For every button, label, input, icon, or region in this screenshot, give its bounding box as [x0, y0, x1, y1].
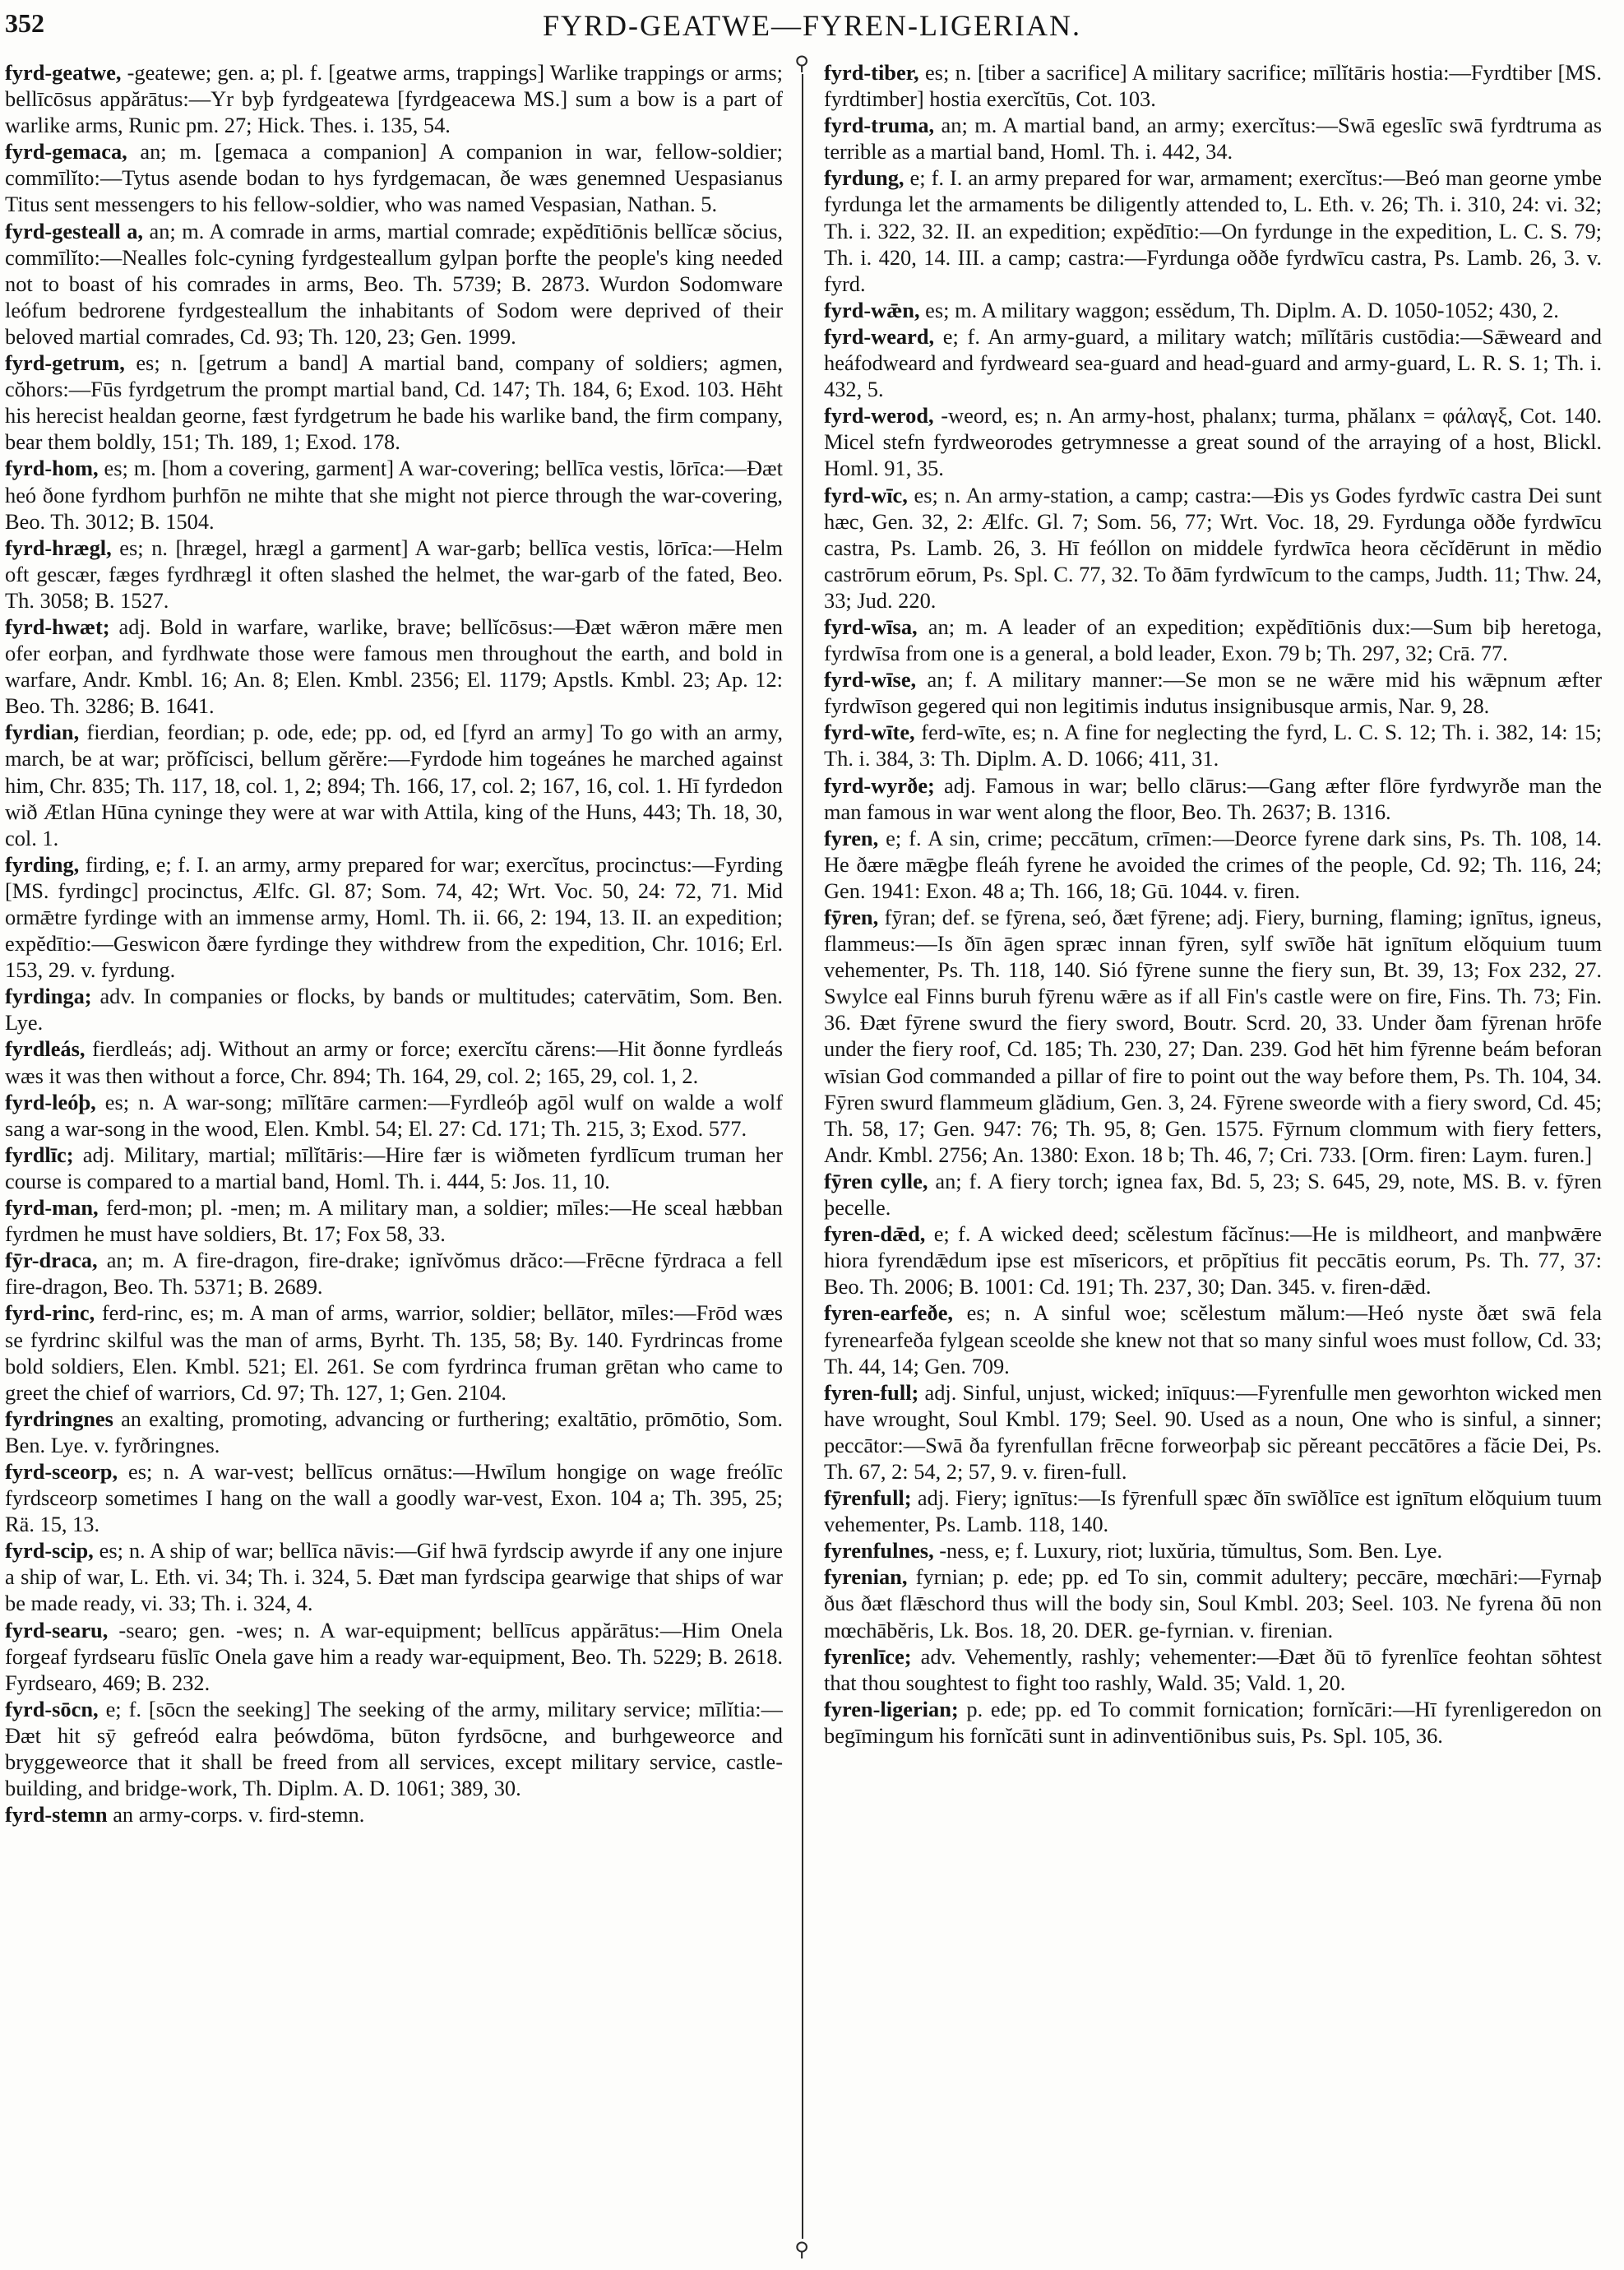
- headword: fyrd-stemn: [5, 1802, 108, 1828]
- dictionary-entry: [5, 1406, 783, 1458]
- headword: fyrenfulnes,: [824, 1538, 934, 1564]
- headword: fyrd-hrægl,: [5, 535, 112, 560]
- dictionary-entry: [824, 614, 1602, 666]
- entry-definition: es; n. [getrum a band] A martial band, company of soldiers; agmen, cŏhors:—Fūs fyrdgetrum the prompt martial band, Cd. 147; Th. 184, 6; Exod. 103. Hēht his herecist healdan georne, fæst fyrdgetrum he bade his warlike band, the firm company, bear them boldly, 151; Th. 189, 1; Exod. 178.: [5, 350, 783, 455]
- headword: fyrd-gesteall a,: [5, 218, 143, 243]
- dictionary-entry: [5, 1089, 783, 1142]
- headword: fyrd-rinc,: [5, 1300, 95, 1326]
- entry-definition: an exalting, promoting, advancing or furthering; exaltātio, prōmōtio, Som. Ben. Lye. v. fyrðringnes.: [5, 1406, 783, 1457]
- dictionary-entry: [824, 1564, 1602, 1642]
- entry-definition: firding, e; f. I. an army, army prepared for war; exercĭtus, procinctus:—Fyrding [MS. fyrdingc] procinctus, Ælfc. Gl. 87; Som. 74, 42; Wrt. Voc. 50, 24: 72, 71. Mid ormǣtre fyrdinge with an immense army, Homl. Th. ii. 66, 2: 194, 13. II. an expedition; expĕdītio:—Geswicon ðære fyrdinge they withdrew from the expedition, Chr. 1016; Erl. 153, 29. v. fyrdung.: [5, 851, 783, 983]
- entry-definition: an; m. A leader of an expedition; expĕdītiōnis dux:—Sum biþ heretoga, fyrdwīsa from one is a general, a bold leader, Exon. 79 b; Th. 297, 32; Crā. 77.: [824, 614, 1602, 666]
- dictionary-entry: [5, 455, 783, 534]
- headword: fyrd-geatwe,: [5, 60, 122, 85]
- entry-definition: -ness, e; f. Luxury, riot; luxŭria, tŭmultus, Som. Ben. Lye.: [933, 1538, 1443, 1564]
- dictionary-entry: [824, 666, 1602, 719]
- entry-definition: es; m. A military waggon; essĕdum, Th. Diplm. A. D. 1050-1052; 430, 2.: [919, 297, 1559, 322]
- left-column: [5, 59, 783, 2255]
- headword: fyrd-hwæt;: [5, 614, 110, 639]
- dictionary-entry: [5, 851, 783, 983]
- entry-definition: an; m. A martial band, an army; exercĭtus:—Swā egeslīc swā fyrdtruma as terrible as a martial band, Homl. Th. i. 442, 34.: [824, 113, 1602, 164]
- dictionary-entry: [824, 402, 1602, 481]
- dictionary-entry: [5, 218, 783, 350]
- divider-bottom-ornament-icon: ⚲: [791, 2239, 812, 2260]
- page-header: [0, 0, 1624, 49]
- entry-definition: es; n. A war-vest; bellīcus ornātus:—Hwīlum hongige on wage freólīc fyrdsceorp sometimes I hang on the wall a goodly war-vest, Exon. 104 a; Th. 395, 25; Rä. 15, 13.: [5, 1458, 783, 1537]
- entry-definition: adj. Fiery; ignītus:—Is fȳrenfull spæc ðīn swīðlīce est ignītum elŏquium tuum vehementer, Ps. Lamb. 118, 140.: [824, 1485, 1602, 1537]
- entry-definition: e; f. A wicked deed; scĕlestum făcĭnus:—He is mildheort, and manþwǣre hiora fyrendǣdum ipse est mīsericors, et prōpĭtius fit peccātis eorum, Ps. Th. 77, 37: Beo. Th. 2006; B. 1001: Cd. 191; Th. 237, 30; Dan. 345. v. firen-dǣd.: [824, 1221, 1602, 1299]
- entry-definition: ferd-rinc, es; m. A man of arms, warrior, soldier; bellātor, mīles:—Frōd wæs se fyrdrinc skilful was the man of arms, Byrht. Th. 135, 58; By. 140. Fyrdrincas frome bold soldiers, Elen. Kmbl. 521; El. 261. Se com fyrdrinca fruman grētan who came to greet the chief of warriors, Cd. 97; Th. 127, 1; Gen. 2104.: [5, 1300, 783, 1405]
- divider-top-ornament-icon: ⚲: [791, 53, 812, 74]
- dictionary-entry: [5, 1299, 783, 1405]
- headword: fyren-full;: [824, 1379, 919, 1405]
- entry-definition: adj. Sinful, unjust, wicked; inīquus:—Fyrenfulle men geworhton wicked men have wrought, Soul Kmbl. 179; Seel. 90. Used as a noun, One who is sinful, a sinner; peccātor:—Swā ða fyrenfullan frēcne forweorþaþ sic pĕreant peccātōres a făcie Dei, Ps. Th. 67, 2: 54, 2; 57, 9. v. firen-full.: [824, 1379, 1602, 1484]
- dictionary-entry: [5, 1194, 783, 1247]
- headword: fyrd-sōcn,: [5, 1696, 99, 1721]
- entry-definition: fȳran; def. se fȳrena, seó, ðæt fȳrene; adj. Fiery, burning, flaming; ignītus, igneus, flammeus:—Is ðīn āgen spræc innan fȳren, sylf swīðe hāt ignītum elŏquium tuum vehementer, Ps. Th. 118, 140. Sió fȳrene sunne the fiery sun, Bt. 39, 13; Fox 232, 27. Swylce eal Finns buruh fȳrenu wǣre as if all Fin's castle were on fire, Fins. Th. 73; Fin. 36. Ðæt fȳrene swurd the fiery sword, Boutr. Scrd. 20, 33. Under ðam fȳrenan hrōfe under the fiery roof, Cd. 185; Th. 230, 27; Dan. 239. God hēt him fȳrenne beám beforan wīsian God commanded a pillar of fire to point out the way before them, Ps. Th. 104, 34. Fȳren swurd flammeum glădium, Gen. 3, 24. Fȳrene sweorde with a fiery sword, Cd. 45; Th. 58, 17; Gen. 947: 76; Th. 95, 8; Gen. 1575. Fȳrnum clommum with fiery fetters, Andr. Kmbl. 2756; An. 1380: Exon. 18 b; Th. 46, 7; Cri. 733. [Orm. firen: Laym. furen.]: [824, 905, 1602, 1167]
- dictionary-entry: [5, 1801, 783, 1828]
- entry-definition: es; m. [hom a covering, garment] A war-covering; bellīca vestis, lōrīca:—Ðæt heó ðone fyrdhom þurhfōn ne mihte that she might not pierce through the war-covering, Beo. Th. 3012; B. 1504.: [5, 456, 783, 534]
- dictionary-entry: [5, 1458, 783, 1537]
- entry-definition: es; n. A war-song; mīlĭtāre carmen:—Fyrdleóþ agōl wulf on walde a wolf sang a war-song in the wood, Elen. Kmbl. 54; El. 27: Cd. 171; Th. 215, 3; Exod. 577.: [5, 1089, 783, 1141]
- right-column: [824, 59, 1602, 2255]
- dictionary-entry: [5, 350, 783, 455]
- headword: fyrd-tiber,: [824, 60, 919, 85]
- entry-definition: -geatewe; gen. a; pl. f. [geatwe arms, trappings] Warlike trappings or arms; bellīcōsus appărātus:—Yr byþ fyrdgeatewa [fyrdgeacewa MS.] sum a bow is a part of warlike arms, Runic pm. 27; Hick. Thes. i. 135, 54.: [5, 60, 783, 138]
- dictionary-entry: [824, 904, 1602, 1168]
- headword: fȳrenfull;: [824, 1485, 912, 1511]
- headword: fyren,: [824, 825, 879, 850]
- entry-definition: e; f. An army-guard, a military watch; mīlĭtāris custōdia:—Sǣweard and heáfodweard and fyrdweard sea-guard and head-guard and army-guard, L. R. S. 1; Th. i. 432, 5.: [824, 323, 1602, 402]
- dictionary-entry: [824, 1696, 1602, 1749]
- dictionary-entry: [5, 1537, 783, 1616]
- entry-definition: fierdian, feordian; p. ode, ede; pp. od, ed [fyrd an army] To go with an army, march, be at war; prŏfĭcisci, bellum gĕrĕre:—Fyrdode him togeánes he marched against him, Chr. 835; Th. 117, 18, col. 1, 2; 894; Th. 166, 17, col. 2; 167, 16, col. 1. Hī fyrdedon wið Ætlan Hūna cyninge they were at war with Attila, king of the Huns, 443; Th. 18, 30, col. 1.: [5, 720, 783, 850]
- headword: fyrding,: [5, 851, 80, 877]
- headword: fyrd-weard,: [824, 323, 935, 349]
- headword: fȳren cylle,: [824, 1168, 928, 1193]
- entry-definition: adj. Military, martial; mīlĭtāris:—Hire fær is wiðmeten fyrdlīcum truman her course is compared to a martial band, Homl. Th. i. 444, 5: Jos. 11, 10.: [5, 1142, 783, 1193]
- headword: fyrd-sceorp,: [5, 1458, 118, 1484]
- headword: fyren-earfeðe,: [824, 1300, 954, 1326]
- dictionary-entry: [824, 323, 1602, 402]
- dictionary-entry: [5, 535, 783, 614]
- dictionary-entry: [824, 297, 1602, 323]
- entry-definition: -weord, es; n. An army-host, phalanx; turma, phălanx = φάλαγξ, Cot. 140. Micel stefn fyrdweorodes getrymnesse a great sound of the arraying of a host, Blickl. Homl. 91, 35.: [824, 403, 1602, 481]
- headword: fyrd-wīsa,: [824, 614, 918, 639]
- headword: fyrd-werod,: [824, 403, 934, 429]
- entry-definition: an army-corps. v. fird-stemn.: [107, 1802, 365, 1828]
- dictionary-entry: [824, 772, 1602, 825]
- dictionary-entry: [5, 614, 783, 719]
- headword: fyrdringnes: [5, 1406, 113, 1431]
- headword: fyrenlīce;: [824, 1643, 912, 1669]
- entry-definition: e; f. I. an army prepared for war, armament; exercĭtus:—Beó man georne ymbe fyrdunga let the armaments be diligently attended to, L. Eth. v. 26; Th. i. 310, 24: vi. 32; Th. i. 322, 32. II. an expedition; expĕdītio:—On fyrdunge in the expedition, L. C. S. 79; Th. i. 420, 14. III. a camp; castra:—Fyrdunga oððe fyrdwīcu castra, Ps. Lamb. 26, 3. v. fyrd.: [824, 165, 1602, 296]
- entry-definition: -searo; gen. -wes; n. A war-equipment; bellīcus appărātus:—Him Onela forgeaf fyrdsearu fūslīc Onela gave him a ready war-equipment, Beo. Th. 5229; B. 2618. Fyrdsearo, 469; B. 232.: [5, 1617, 783, 1695]
- dictionary-entry: [5, 1142, 783, 1194]
- entry-definition: adj. Famous in war; bello clārus:—Gang æfter flōre fyrdwyrðe man the man famous in war went along the floor, Beo. Th. 2637; B. 1316.: [824, 772, 1602, 824]
- entry-definition: an; f. A military manner:—Se mon se ne wǣre mid his wǣpnum æfter fyrdwīson gegered qui non legitimis indutus insignibusque armis, Nar. 9, 28.: [824, 667, 1602, 719]
- headword: fyrd-scip,: [5, 1538, 94, 1564]
- dictionary-entry: [824, 719, 1602, 771]
- headword: fyrd-leóþ,: [5, 1089, 96, 1114]
- dictionary-entry: [824, 1537, 1602, 1564]
- headword: fyrd-wīte,: [824, 720, 915, 745]
- dictionary-entry: [5, 1696, 783, 1801]
- dictionary-entry: [5, 719, 783, 850]
- entry-definition: an; f. A fiery torch; ignea fax, Bd. 5, 23; S. 645, 29, note, MS. B. v. fȳren þecelle.: [824, 1168, 1602, 1221]
- headword: fyrd-searu,: [5, 1617, 109, 1642]
- dictionary-entry: [824, 1643, 1602, 1696]
- dictionary-entry: [824, 164, 1602, 296]
- entry-definition: e; f. [sōcn the seeking] The seeking of the army, military service; mīlĭtia:—Ðæt hit sȳ gefreód ealra þeówdōma, būton fyrdsōcne, and burhgeweorce and bryggeweorce that it shall be freed from all services, except military service, castle-building, and bridge-work, Th. Diplm. A. D. 1061; 389, 30.: [5, 1696, 783, 1801]
- headword: fyrd-truma,: [824, 113, 935, 138]
- running-head: FYRD-GEATWE—FYREN-LIGERIAN.: [543, 9, 1081, 42]
- entry-definition: es; n. A sinful woe; scĕlestum mălum:—Heó nyste ðæt swā fela fyrenearfeða fylgean sceolde she knew not that so many sinful woes must follow, Cd. 33; Th. 44, 14; Gen. 709.: [824, 1300, 1602, 1378]
- dictionary-entry: [5, 1247, 783, 1299]
- headword: fyrd-hom,: [5, 456, 99, 481]
- headword: fyrd-wīc,: [824, 482, 908, 507]
- dictionary-entry: [824, 482, 1602, 614]
- entry-definition: an; m. [gemaca a companion] A companion in war, fellow-soldier; commīlĭto:—Tytus asende bodan to hys fyrdgemacan, ðe wæs genemned Uespasianus Titus sent messengers to his fellow-soldier, who was named Vespasian, Nathan. 5.: [5, 139, 783, 217]
- entry-definition: adv. In companies or flocks, by bands or multitudes; catervātim, Som. Ben. Lye.: [5, 984, 783, 1035]
- headword: fyrd-man,: [5, 1195, 99, 1221]
- entry-definition: e; f. A sin, crime; peccātum, crīmen:—Deorce fyrene dark sins, Ps. Th. 108, 14. He ðære mǣgþe fleáh fyrene he avoided the crimes of the people, Cd. 92; Th. 116, 24; Gen. 1941: Exon. 48 a; Th. 166, 18; Gū. 1044. v. firen.: [824, 825, 1602, 903]
- entry-definition: ferd-mon; pl. -men; m. A military man, a soldier; mīles:—He sceal hæbban fyrdmen he must have soldiers, Bt. 17; Fox 58, 33.: [5, 1195, 783, 1247]
- headword: fyrd-wǣn,: [824, 297, 920, 322]
- dictionary-entry: [824, 1299, 1602, 1378]
- entry-definition: es; n. [hrægel, hrægl a garment] A war-garb; bellīca vestis, lōrīca:—Helm oft gescær, fæges fyrdhrægl it often slashed the helmet, the war-garb of the fated, Beo. Th. 3058; B. 1527.: [5, 535, 783, 613]
- headword: fyrd-gemaca,: [5, 139, 127, 164]
- headword: fyrd-getrum,: [5, 350, 125, 376]
- column-divider: [802, 59, 803, 2247]
- entry-definition: es; n. [tiber a sacrifice] A military sacrifice; mīlĭtāris hostia:—Fyrdtiber [MS. fyrdtimber] hostia exercĭtūs, Cot. 103.: [824, 60, 1602, 112]
- dictionary-entry: [5, 1035, 783, 1088]
- dictionary-entry: [824, 112, 1602, 164]
- entry-definition: adj. Bold in warfare, warlike, brave; bellĭcōsus:—Ðæt wǣron mǣre men ofer eorþan, and fyrdhwate those were famous men throughout the earth, and bold in warfare, Andr. Kmbl. 16; An. 8; Elen. Kmbl. 2356; El. 1179; Apstls. Kmbl. 23; Ap. 12: Beo. Th. 3286; B. 1641.: [5, 614, 783, 719]
- headword: fyrenian,: [824, 1564, 908, 1590]
- dictionary-entry: [824, 1485, 1602, 1537]
- headword: fȳr-draca,: [5, 1248, 98, 1273]
- page-number: 352: [5, 8, 44, 38]
- entry-definition: ferd-wīte, es; n. A fine for neglecting the fyrd, L. C. S. 12; Th. i. 382, 14: 15; Th. i. 384, 3: Th. Diplm. A. D. 1066; 411, 31.: [824, 720, 1602, 771]
- dictionary-entry: [5, 138, 783, 217]
- entry-definition: fierdleás; adj. Without an army or force; exercĭtu cărens:—Hit ðonne fyrdleás wæs it was then without a force, Chr. 894; Th. 164, 29, col. 2; 165, 29, col. 1, 2.: [5, 1036, 783, 1088]
- entry-definition: es; n. An army-station, a camp; castra:—Ðis ys Godes fyrdwīc castra Dei sunt hæc, Gen. 32, 2: Ælfc. Gl. 7; Som. 56, 77; Wrt. Voc. 18, 29. Fyrdunga oððe fyrdwīcu castra, Ps. Lamb. 26, 3. Hī feóllon on middele fyrdwīca heora cĕcĭdērunt in mĕdio castrōrum eōrum, Ps. Spl. C. 77, 32. To ðām fyrdwīcum to the camps, Judth. 11; Thw. 24, 33; Jud. 220.: [824, 482, 1602, 613]
- headword: fyrdleás,: [5, 1036, 86, 1062]
- headword: fyrdung,: [824, 165, 905, 191]
- dictionary-entry: [5, 59, 783, 138]
- dictionary-entry: [5, 983, 783, 1035]
- dictionary-entry: [824, 1221, 1602, 1299]
- dictionary-entry: [5, 1617, 783, 1696]
- entry-definition: an; m. A fire-dragon, fire-drake; ignĭvŏmus drăco:—Frēcne fȳrdraca a fell fire-dragon, Beo. Th. 5371; B. 2689.: [5, 1248, 783, 1299]
- headword: fyrdian,: [5, 720, 80, 745]
- entry-definition: es; n. A ship of war; bellīca nāvis:—Gif hwā fyrdscip awyrde if any one injure a ship of war, L. Eth. vi. 34; Th. i. 324, 5. Ðæt man fyrdscipa gearwige that ships of war be made ready, vi. 33; Th. i. 324, 4.: [5, 1538, 783, 1616]
- headword: fȳren,: [824, 905, 879, 929]
- dictionary-entry: [824, 825, 1602, 904]
- headword: fyren-ligerian;: [824, 1696, 959, 1721]
- entry-definition: an; m. A comrade in arms, martial comrade; expĕdītiōnis bellĭcæ sŏcius, commīlĭto:—Nealles folc-cyning fyrdgesteallum gylpan þorfte the people's king needed not to boast of his comrades in arms, Beo. Th. 5739; B. 2873. Wurdon Sodomware leófum bedrorene fyrdgesteallum the inhabitants of Sodom were deprived of their beloved martial comrades, Cd. 93; Th. 120, 23; Gen. 1999.: [5, 218, 783, 349]
- headword: fyrd-wyrðe;: [824, 772, 935, 798]
- entry-definition: adv. Vehemently, rashly; vehementer:—Ðæt ðū tō fyrenlīce feohtan sōhtest that thou soughtest to fight too rashly, Wald. 35; Vald. 1, 20.: [824, 1643, 1602, 1695]
- dictionary-entry: [824, 1379, 1602, 1485]
- headword: fyren-dǣd,: [824, 1221, 926, 1247]
- headword: fyrd-wīse,: [824, 667, 917, 693]
- entry-definition: p. ede; pp. ed To commit fornication; fornĭcāri:—Hī fyrenligeredon on begīmingum his fornĭcāti sunt in adinventiōnibus suis, Ps. Spl. 105, 36.: [824, 1696, 1602, 1748]
- entry-definition: fyrnian; p. ede; pp. ed To sin, commit adultery; peccāre, mœchāri:—Fyrnaþ ðus ðæt flǣschord thus will the body sin, Soul Kmbl. 203; Seel. 103. Ne fyrena ðū non mœchābĕris, Lk. Bos. 18, 20. DER. ge-fyrnian. v. firenian.: [824, 1564, 1602, 1642]
- headword: fyrdinga;: [5, 984, 92, 1009]
- dictionary-entry: [824, 1168, 1602, 1221]
- headword: fyrdlīc;: [5, 1142, 74, 1167]
- dictionary-entry: [824, 59, 1602, 112]
